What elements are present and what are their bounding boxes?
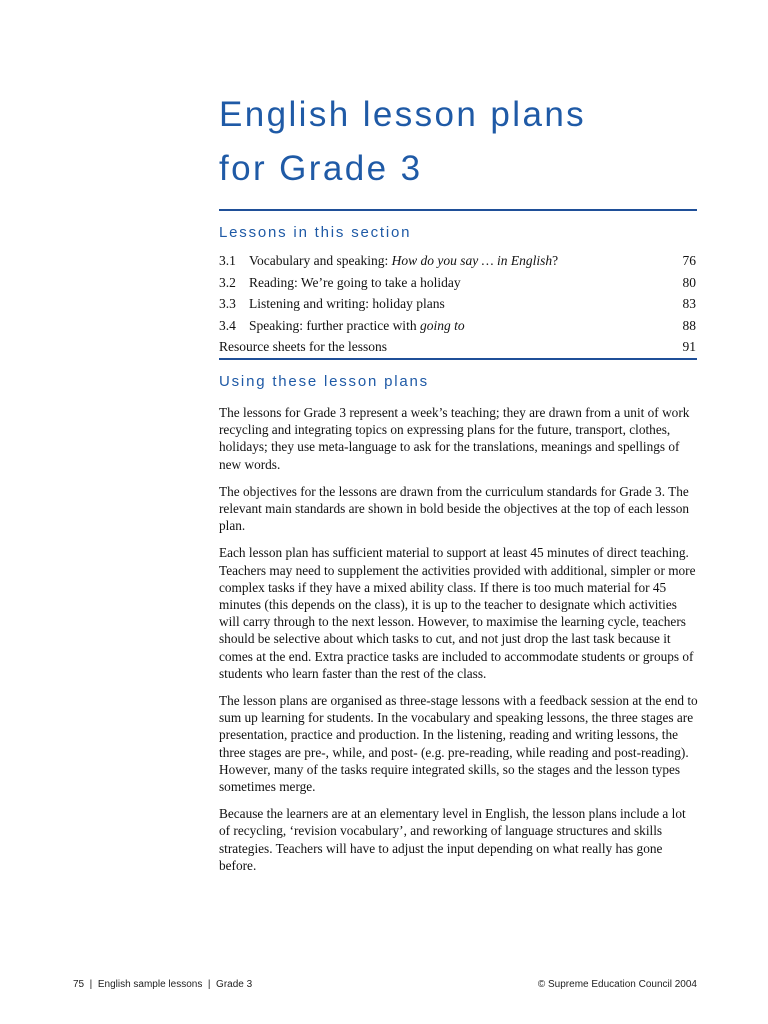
top-rule [219, 209, 697, 211]
footer-copyright: © Supreme Education Council 2004 [537, 979, 697, 990]
toc-item-italic: going to [419, 317, 465, 333]
toc-item-page: 83 [682, 296, 696, 311]
toc-item-text: Resource sheets for the lessons [219, 339, 387, 354]
toc-item [219, 250, 696, 272]
toc-item-number: 3.2 [219, 274, 236, 290]
toc-item-page: 88 [682, 317, 696, 333]
toc-item-page: 76 [682, 253, 696, 268]
toc-item [219, 315, 696, 337]
paragraph: The objectives for the lessons are drawn from the curriculum standards for Grade 3. The relevant main standards are shown in bold beside the objectives at the top of each lesson plan. [219, 483, 690, 534]
bottom-rule [219, 358, 697, 360]
toc-item-number: 3.4 [219, 317, 236, 333]
toc-item [219, 293, 696, 315]
toc-item-italic: How do you say … in English [391, 253, 553, 268]
toc-item-number: 3.1 [219, 253, 236, 268]
toc-item-text: Speaking: further practice with [249, 317, 420, 333]
toc-item-page: 80 [682, 274, 696, 290]
lessons-heading: Lessons in this section [219, 224, 412, 241]
lessons-toc [219, 250, 696, 358]
toc-item-page: 91 [682, 339, 696, 354]
body-text [219, 404, 699, 884]
paragraph: Because the learners are at an elementary level in English, the lesson plans include a lot of recycling, ‘revision vocabulary’, and reworking of language structures and skills strategies. Teachers will have to adjust the input depending on what really has gone before. [219, 806, 686, 873]
title-line-2: for Grade 3 [219, 149, 423, 188]
toc-item-after: ? [552, 253, 559, 268]
toc-item-text: Listening and writing: holiday plans [249, 296, 445, 311]
toc-item [219, 272, 696, 294]
paragraph: Each lesson plan has sufficient material to support at least 45 minutes of direct teaching. Teachers may need to supplement the activities provided with additional, simpler or more complex tasks if they have a mixed ability class. If there is too much material for 45 minutes (this depends on the class), it is up to the teacher to designate which activities will carry through to the next lesson. However, to maximise the learning cycle, teachers should be selective about which tasks to cut, and not just drop the last task because it comes at the end. Extra practice tasks are included to accommodate students or groups of students who learn faster than the rest of the class. [219, 545, 696, 681]
paragraph: The lessons for Grade 3 represent a week’s teaching; they are drawn from a unit of work recycling and integrating topics on expressing plans for the future, transport, clothes, holidays; they use meta-language to ask for the translations, meanings and spellings of new words. [219, 405, 690, 472]
footer-page-info: 75 | English sample lessons | Grade 3 [73, 979, 253, 990]
toc-item-number: 3.3 [219, 296, 236, 311]
title-line-1: English lesson plans [219, 95, 587, 134]
using-heading: Using these lesson plans [219, 373, 429, 390]
toc-item-text: Vocabulary and speaking: [249, 253, 392, 268]
page-title [219, 88, 699, 196]
toc-item [219, 336, 696, 358]
toc-item-text: Reading: We’re going to take a holiday [249, 274, 461, 290]
paragraph: The lesson plans are organised as three-stage lessons with a feedback session at the end to sum up learning for students. In the vocabulary and speaking lessons, the three stages are presentation, practice and production. In the listening, reading and writing lessons, the three stages are pre-, while, and post- (e.g. pre-reading, while reading and post-reading). However, many of the tasks require integrated skills, so the stages and the lesson types sometimes merge. [219, 693, 698, 795]
